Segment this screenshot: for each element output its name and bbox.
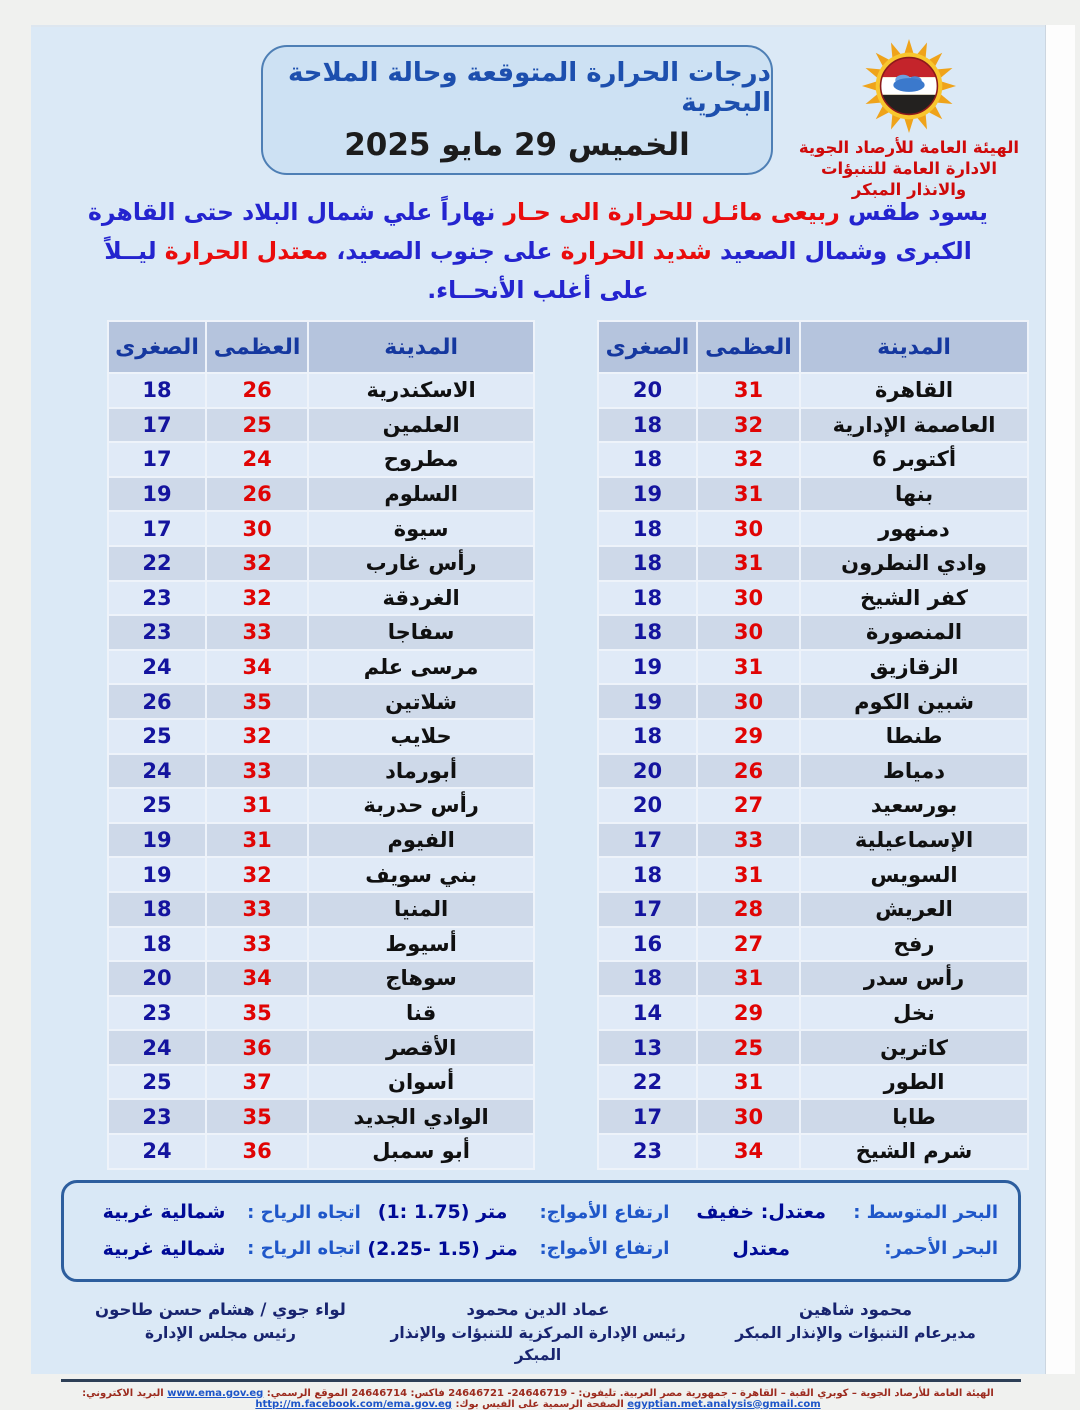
cell-city: أسيوط — [308, 927, 534, 962]
ema-sun-logo — [859, 37, 959, 135]
cell-max: 26 — [206, 373, 308, 408]
cell-city: قنا — [308, 996, 534, 1031]
cell-max: 34 — [697, 1134, 800, 1169]
cell-city: 6 أكتوبر — [800, 442, 1028, 477]
summary-segment: معتدل الحرارة — [164, 237, 329, 265]
city-row — [108, 477, 534, 512]
cell-min: 24 — [108, 650, 206, 685]
cell-min: 20 — [598, 788, 697, 823]
city-row — [108, 373, 534, 408]
cell-min: 19 — [108, 477, 206, 512]
cell-min: 18 — [598, 615, 697, 650]
cell-max: 33 — [206, 892, 308, 927]
cell-max: 31 — [697, 857, 800, 892]
cell-min: 20 — [108, 961, 206, 996]
title-box — [261, 45, 773, 175]
cell-city: سوهاج — [308, 961, 534, 996]
cell-min: 22 — [108, 546, 206, 581]
contact-address: الهيئة العامة للأرصاد الجوية – كوبري القبة – القاهرة – جمهورية مصر العربية. تليفون: - 24646719- 24646721 فاكس: 24646714 الموقع الرسمي: — [266, 1387, 994, 1399]
cell-city: رأس غارب — [308, 546, 534, 581]
org-department: الادارة العامة للتنبؤات والانذار المبكر — [820, 159, 998, 199]
cell-max: 32 — [206, 546, 308, 581]
cell-max: 28 — [697, 892, 800, 927]
header-min: الصغرى — [598, 321, 697, 373]
table-header-row — [108, 321, 534, 373]
header-city: المدينة — [800, 321, 1028, 373]
cell-min: 19 — [598, 684, 697, 719]
cell-city: شبين الكوم — [800, 684, 1028, 719]
cell-city: أسوان — [308, 1065, 534, 1100]
cell-min: 18 — [108, 927, 206, 962]
wave-height-label: ارتفاع الأمواج: — [539, 1238, 670, 1260]
city-row — [108, 615, 534, 650]
cell-min: 23 — [108, 1099, 206, 1134]
cell-max: 35 — [206, 996, 308, 1031]
city-row — [598, 1099, 1028, 1134]
signature-title: رئيس مجلس الإدارة — [144, 1323, 296, 1342]
city-row — [108, 927, 534, 962]
city-row — [108, 1065, 534, 1100]
city-row — [108, 788, 534, 823]
city-row — [598, 408, 1028, 443]
cell-min: 24 — [108, 1134, 206, 1169]
city-row — [108, 1099, 534, 1134]
cell-city: الطور — [800, 1065, 1028, 1100]
sea-state: معتدل: خفيف — [696, 1201, 827, 1224]
header-min: الصغرى — [108, 321, 206, 373]
cell-max: 30 — [206, 511, 308, 546]
cell-max: 29 — [697, 996, 800, 1031]
city-row — [598, 442, 1028, 477]
city-row — [598, 927, 1028, 962]
cell-max: 32 — [206, 719, 308, 754]
cell-city: دمياط — [800, 754, 1028, 789]
cell-max: 30 — [697, 615, 800, 650]
city-row — [108, 996, 534, 1031]
cell-city: حلايب — [308, 719, 534, 754]
cell-min: 17 — [598, 892, 697, 927]
cell-city: الفيوم — [308, 823, 534, 858]
cell-min: 14 — [598, 996, 697, 1031]
signature-title: مديرعام التنبؤات والإنذار المبكر — [735, 1323, 976, 1342]
signature-board-chairman — [71, 1298, 370, 1366]
cell-city: شرم الشيخ — [800, 1134, 1028, 1169]
cell-min: 19 — [598, 477, 697, 512]
city-row — [108, 1134, 534, 1169]
cell-max: 30 — [697, 581, 800, 616]
city-row — [598, 1134, 1028, 1169]
cell-max: 29 — [697, 719, 800, 754]
city-row — [598, 511, 1028, 546]
cell-min: 25 — [108, 1065, 206, 1100]
cell-max: 32 — [697, 442, 800, 477]
forecast-date: الخميس 29 مايو 2025 — [344, 126, 690, 163]
table-header-row — [598, 321, 1028, 373]
cell-max: 30 — [697, 1099, 800, 1134]
city-row — [598, 996, 1028, 1031]
cell-city: المنيا — [308, 892, 534, 927]
cell-min: 17 — [108, 408, 206, 443]
city-row — [108, 961, 534, 996]
summary-segment: نهاراً علي شمال البلاد حتى القاهرة الكبرى وشمال الصعيد — [88, 198, 972, 265]
cell-max: 33 — [206, 927, 308, 962]
cell-max: 27 — [697, 927, 800, 962]
summary-segment: يسود طقس — [839, 198, 988, 226]
cell-min: 24 — [108, 1030, 206, 1065]
city-row — [108, 754, 534, 789]
cell-max: 37 — [206, 1065, 308, 1100]
cell-max: 32 — [206, 857, 308, 892]
org-block — [789, 37, 1029, 200]
cell-max: 30 — [697, 511, 800, 546]
page-edge — [1045, 25, 1075, 1374]
wind-direction-label: اتجاه الرياح : — [247, 1201, 361, 1223]
cell-city: الإسماعيلية — [800, 823, 1028, 858]
wind-direction-value: شمالية غربية — [102, 1237, 226, 1260]
cell-min: 18 — [598, 546, 697, 581]
signature-title: رئيس الإدارة المركزية للتنبؤات والإنذار المبكر — [390, 1323, 686, 1364]
cell-city: مطروح — [308, 442, 534, 477]
cell-min: 25 — [108, 788, 206, 823]
header-max: العظمى — [206, 321, 308, 373]
cell-min: 17 — [108, 442, 206, 477]
cell-city: الغردقة — [308, 581, 534, 616]
city-row — [108, 650, 534, 685]
city-row — [108, 511, 534, 546]
header-city: المدينة — [308, 321, 534, 373]
cell-max: 35 — [206, 684, 308, 719]
summary-segment: شديد الحرارة — [560, 237, 712, 265]
temperature-tables — [31, 320, 1045, 1170]
header-max: العظمى — [697, 321, 800, 373]
cell-max: 31 — [697, 1065, 800, 1100]
email-link[interactable]: egyptian.met.analysis@gmail.com — [627, 1398, 821, 1410]
weather-summary — [85, 193, 991, 310]
cell-city: رأس سدر — [800, 961, 1028, 996]
wave-height-value: (2.25- 1.5) متر — [367, 1237, 518, 1260]
cell-city: بنها — [800, 477, 1028, 512]
marine-conditions-box — [61, 1180, 1021, 1282]
summary-segment: ربيعى مائـل للحرارة الى حـار — [503, 198, 840, 226]
cell-city: السويس — [800, 857, 1028, 892]
cell-city: طنطا — [800, 719, 1028, 754]
cell-max: 25 — [206, 408, 308, 443]
cell-min: 18 — [598, 408, 697, 443]
signature-name: لواء جوي / هشام حسن طاحون — [95, 1299, 346, 1319]
cell-city: العلمين — [308, 408, 534, 443]
cell-city: الزقازيق — [800, 650, 1028, 685]
temperature-table-north — [597, 320, 1029, 1170]
cell-min: 25 — [108, 719, 206, 754]
cell-city: وادي النطرون — [800, 546, 1028, 581]
city-row — [598, 650, 1028, 685]
cell-min: 17 — [598, 1099, 697, 1134]
cell-min: 18 — [598, 961, 697, 996]
cell-max: 33 — [206, 754, 308, 789]
cell-city: أبو سمبل — [308, 1134, 534, 1169]
cell-city: رأس حدربة — [308, 788, 534, 823]
cell-city: الوادي الجديد — [308, 1099, 534, 1134]
cell-min: 18 — [598, 442, 697, 477]
city-row — [598, 581, 1028, 616]
temperature-table-south — [107, 320, 535, 1170]
city-row — [598, 477, 1028, 512]
cell-min: 20 — [598, 754, 697, 789]
cell-city: رفح — [800, 927, 1028, 962]
cell-min: 19 — [598, 650, 697, 685]
sea-label: البحر المتوسط : — [853, 1201, 998, 1223]
cell-max: 27 — [697, 788, 800, 823]
signature-central-admin-head — [389, 1298, 688, 1366]
cell-max: 34 — [206, 650, 308, 685]
city-row — [598, 788, 1028, 823]
city-row — [108, 546, 534, 581]
cell-city: العاصمة الإدارية — [800, 408, 1028, 443]
cell-city: العريش — [800, 892, 1028, 927]
cell-max: 36 — [206, 1134, 308, 1169]
cell-min: 18 — [598, 719, 697, 754]
facebook-label: الصفحة الرسمية على الفيس بوك: — [455, 1398, 624, 1410]
cell-max: 25 — [697, 1030, 800, 1065]
cell-max: 30 — [697, 684, 800, 719]
cell-min: 16 — [598, 927, 697, 962]
cell-city: مرسى علم — [308, 650, 534, 685]
cell-min: 18 — [108, 892, 206, 927]
sea-state: معتدل — [732, 1237, 791, 1260]
city-row — [108, 408, 534, 443]
summary-segment: ليــلاً على أغلب الأنحــاء. — [104, 237, 649, 304]
cell-max: 33 — [206, 615, 308, 650]
website-link[interactable]: www.ema.gov.eg — [167, 1387, 264, 1399]
cell-city: بورسعيد — [800, 788, 1028, 823]
cell-min: 26 — [108, 684, 206, 719]
cell-city: أبورماد — [308, 754, 534, 789]
cell-max: 31 — [697, 546, 800, 581]
city-row — [598, 892, 1028, 927]
city-row — [598, 754, 1028, 789]
city-row — [108, 442, 534, 477]
city-row — [108, 581, 534, 616]
city-row — [108, 719, 534, 754]
facebook-link[interactable]: http://m.facebook.com/ema.gov.eg — [255, 1398, 452, 1410]
cell-city: شلاتين — [308, 684, 534, 719]
cell-city: السلوم — [308, 477, 534, 512]
forecast-page — [31, 25, 1045, 1410]
cell-min: 19 — [108, 857, 206, 892]
cell-min: 18 — [598, 857, 697, 892]
city-row — [598, 373, 1028, 408]
city-row — [598, 546, 1028, 581]
page-title: درجات الحرارة المتوقعة وحالة الملاحة البحرية — [288, 57, 771, 118]
mediterranean-row — [84, 1201, 998, 1223]
cell-min: 23 — [108, 581, 206, 616]
cell-min: 20 — [598, 373, 697, 408]
cell-min: 17 — [108, 511, 206, 546]
red-sea-row — [84, 1238, 998, 1260]
summary-segment: على جنوب الصعيد، — [328, 237, 561, 265]
footer-divider — [61, 1379, 1021, 1382]
cell-max: 31 — [206, 788, 308, 823]
cell-city: كاترين — [800, 1030, 1028, 1065]
cell-city: دمنهور — [800, 511, 1028, 546]
cell-city: المنصورة — [800, 615, 1028, 650]
cell-min: 18 — [108, 373, 206, 408]
signatures — [31, 1282, 1045, 1366]
signature-name: عماد الدين محمود — [466, 1299, 610, 1319]
wave-height-label: ارتفاع الأمواج: — [539, 1201, 670, 1223]
cell-min: 19 — [108, 823, 206, 858]
cell-max: 26 — [206, 477, 308, 512]
cell-min: 23 — [598, 1134, 697, 1169]
cell-max: 26 — [697, 754, 800, 789]
cell-max: 36 — [206, 1030, 308, 1065]
cell-max: 31 — [697, 477, 800, 512]
cell-city: كفر الشيخ — [800, 581, 1028, 616]
city-row — [108, 1030, 534, 1065]
city-row — [598, 1065, 1028, 1100]
cell-city: الأقصر — [308, 1030, 534, 1065]
cell-max: 31 — [697, 961, 800, 996]
cell-min: 18 — [598, 511, 697, 546]
city-row — [598, 823, 1028, 858]
city-row — [598, 961, 1028, 996]
cell-city: سفاجا — [308, 615, 534, 650]
cell-max: 31 — [697, 373, 800, 408]
cell-max: 32 — [206, 581, 308, 616]
wind-direction-value: شمالية غربية — [102, 1201, 226, 1224]
city-row — [108, 823, 534, 858]
cell-max: 35 — [206, 1099, 308, 1134]
cell-min: 18 — [598, 581, 697, 616]
email-label: البريد الاكتروني: — [82, 1387, 164, 1399]
city-row — [598, 615, 1028, 650]
cell-min: 13 — [598, 1030, 697, 1065]
cell-city: نخل — [800, 996, 1028, 1031]
city-row — [598, 684, 1028, 719]
cell-city: القاهرة — [800, 373, 1028, 408]
city-row — [598, 719, 1028, 754]
cell-max: 31 — [206, 823, 308, 858]
city-row — [108, 684, 534, 719]
cell-max: 24 — [206, 442, 308, 477]
cell-max: 34 — [206, 961, 308, 996]
wave-height-value: (1: 1.75) متر — [377, 1201, 508, 1224]
cell-max: 33 — [697, 823, 800, 858]
cell-min: 23 — [108, 615, 206, 650]
wind-direction-label: اتجاه الرياح : — [247, 1238, 361, 1260]
signature-name: محمود شاهين — [798, 1299, 913, 1319]
signature-forecast-director — [706, 1298, 1005, 1366]
cell-city: طابا — [800, 1099, 1028, 1134]
cell-city: سيوة — [308, 511, 534, 546]
city-row — [108, 857, 534, 892]
cell-min: 23 — [108, 996, 206, 1031]
city-row — [598, 1030, 1028, 1065]
page-header — [31, 27, 1045, 199]
city-row — [108, 892, 534, 927]
cell-min: 24 — [108, 754, 206, 789]
contact-line — [31, 1388, 1045, 1410]
cell-min: 22 — [598, 1065, 697, 1100]
cell-max: 32 — [697, 408, 800, 443]
cell-min: 17 — [598, 823, 697, 858]
city-row — [598, 857, 1028, 892]
org-name: الهيئة العامة للأرصاد الجوية — [798, 138, 1020, 157]
sea-label: البحر الأحمر: — [884, 1238, 998, 1260]
cell-city: الاسكندرية — [308, 373, 534, 408]
cell-max: 31 — [697, 650, 800, 685]
cell-city: بني سويف — [308, 857, 534, 892]
